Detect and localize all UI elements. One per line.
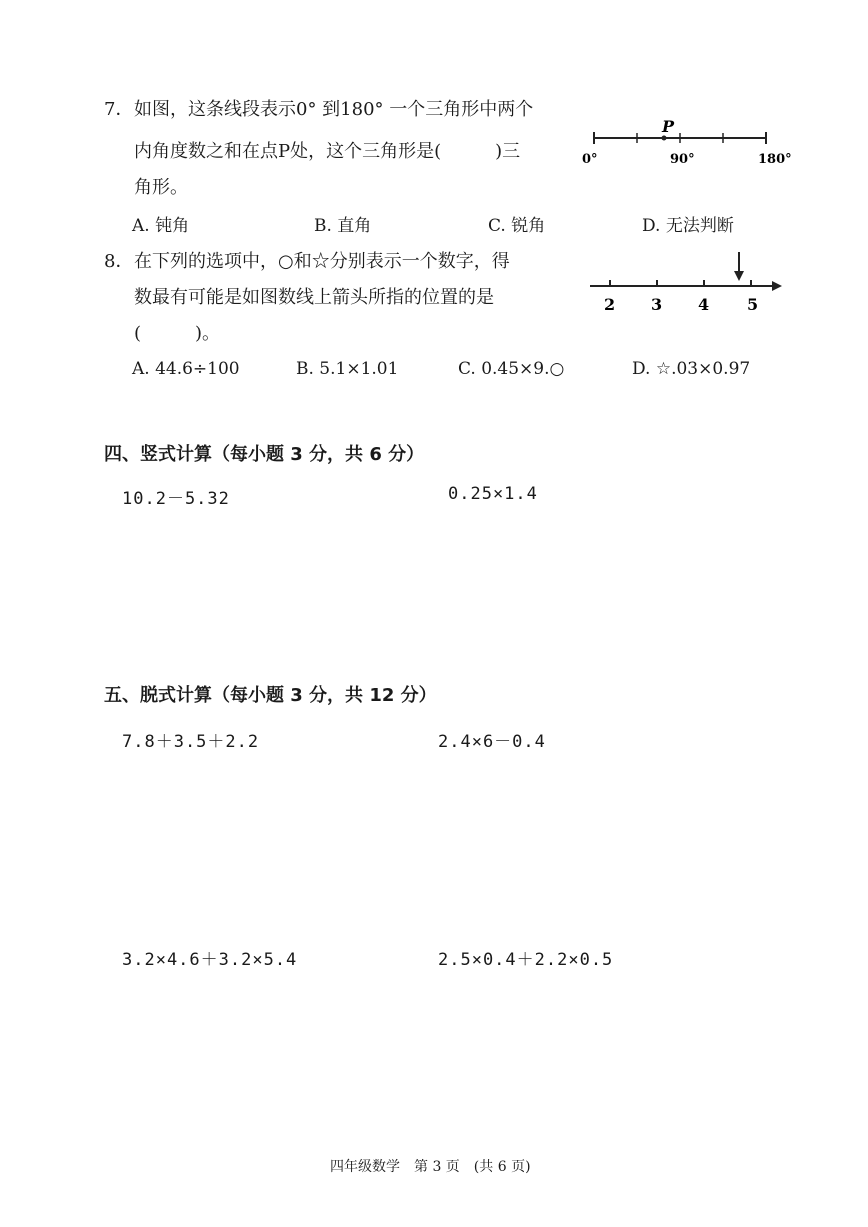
q7-number: 7． [104, 99, 134, 120]
tick-label-4: 4 [698, 295, 710, 314]
section5-problem-3: 3.2×4.6＋3.2×5.4 [122, 950, 298, 970]
q8-option-b: B. 5.1×1.01 [296, 359, 399, 379]
q7-option-d: D. 无法判断 [642, 216, 734, 236]
tick-label-0: 0° [582, 152, 598, 167]
section5-problem-1: 7.8＋3.5＋2.2 [122, 732, 260, 752]
down-arrow-icon [734, 252, 744, 281]
section5-title: 五、脱式计算（每小题 3 分，共 12 分） [104, 685, 437, 706]
tick-label-3: 3 [651, 295, 663, 314]
section5-problem-4: 2.5×0.4＋2.2×0.5 [438, 950, 614, 970]
section5-problem-2: 2.4×6－0.4 [438, 732, 546, 752]
q8-text-line1: 在下列的选项中，○和☆分别表示一个数字，得 [134, 251, 510, 272]
section4-problem-1: 10.2－5.32 [122, 489, 230, 509]
section4-title: 四、竖式计算（每小题 3 分，共 6 分） [104, 444, 425, 465]
q7-option-a: A. 钝角 [132, 216, 190, 236]
tick-label-90: 90° [670, 152, 695, 167]
tick-label-5: 5 [747, 295, 759, 314]
point-p-label: P [662, 117, 675, 136]
section4-problem-2: 0.25×1.4 [448, 484, 538, 504]
q8-option-a: A. 44.6÷100 [132, 359, 240, 379]
page-footer: 四年级数学 第 3 页 (共 6 页) [330, 1159, 531, 1175]
q8-text-line2: 数最有可能是如图数线上箭头所指的位置的是 [134, 287, 494, 308]
tick-label-180: 180° [758, 152, 792, 167]
q8-option-d: D. ☆.03×0.97 [632, 359, 751, 379]
q7-text-line1: 如图，这条线段表示0° 到180° 一个三角形中两个 [134, 99, 534, 120]
q8-number: 8． [104, 251, 134, 272]
q8-option-c: C. 0.45×9.○ [458, 359, 565, 379]
point-p-marker [662, 136, 667, 141]
q7-angle-number-line [578, 112, 800, 174]
tick-label-2: 2 [604, 295, 616, 314]
q7-option-c: C. 锐角 [488, 216, 546, 236]
q8-number-line [584, 248, 790, 316]
q7-text-line2: 内角度数之和在点P处，这个三角形是( )三 [134, 141, 521, 162]
q7-text-line3: 角形。 [134, 177, 188, 198]
q7-option-b: B. 直角 [314, 216, 372, 236]
q8-text-line3: ( )。 [134, 323, 221, 344]
